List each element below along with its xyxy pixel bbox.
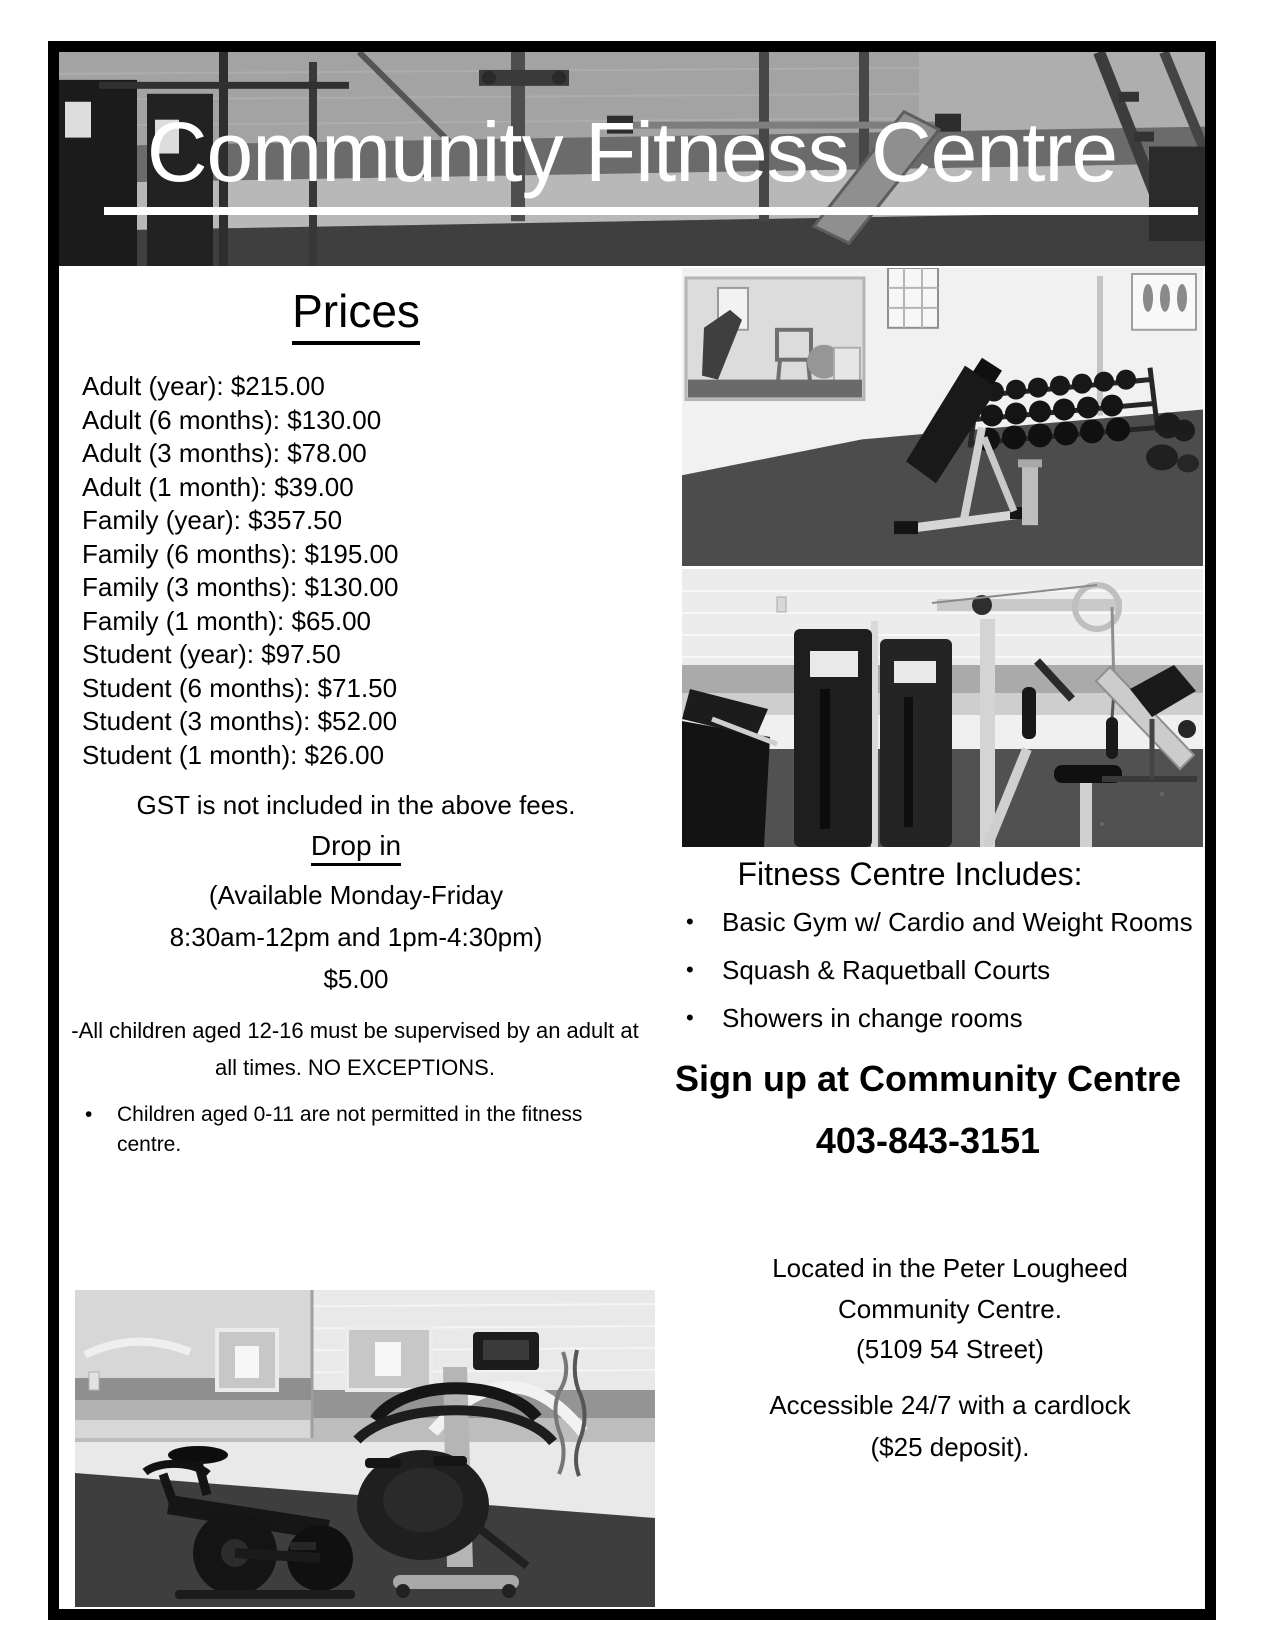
location-text bbox=[690, 1248, 1210, 1370]
page-title: Community Fitness Centre bbox=[146, 105, 1118, 199]
location-line: (5109 54 Street) bbox=[856, 1334, 1044, 1364]
price-item: Adult (6 months): $130.00 bbox=[82, 404, 382, 435]
price-list bbox=[82, 370, 398, 772]
weight-machines-photo bbox=[682, 569, 1203, 847]
includes-list bbox=[686, 898, 1193, 1042]
price-item: Adult (year): $215.00 bbox=[82, 371, 325, 401]
bullet-icon: • bbox=[686, 909, 694, 934]
price-item: Family (year): $357.50 bbox=[82, 505, 343, 535]
includes-item-label: Basic Gym w/ Cardio and Weight Rooms bbox=[722, 906, 1193, 937]
dropin-heading: Drop in bbox=[75, 830, 637, 862]
gst-note: GST is not included in the above fees. bbox=[136, 790, 576, 820]
includes-item-label: Squash & Raquetball Courts bbox=[722, 954, 1051, 985]
weight-room-bench-and-dumbbells-photo bbox=[682, 268, 1203, 566]
bullet-icon: • bbox=[686, 957, 694, 982]
supervision-note-line2: all times. NO EXCEPTIONS. bbox=[215, 1055, 495, 1080]
weight-stack-machines-photo bbox=[682, 569, 1203, 847]
bullet-icon: • bbox=[85, 1103, 93, 1126]
dropin-availability-line2: 8:30am-12pm and 1pm-4:30pm) bbox=[169, 922, 543, 952]
includes-item bbox=[686, 898, 1193, 946]
price-item: Student (year): $97.50 bbox=[82, 639, 341, 669]
bullet-icon: • bbox=[686, 1005, 694, 1030]
dropin-availability-line1: (Available Monday-Friday bbox=[208, 880, 504, 910]
price-item: Student (1 month): $26.00 bbox=[82, 739, 385, 770]
access-text bbox=[690, 1384, 1210, 1468]
prices-heading: Prices bbox=[75, 284, 637, 338]
location-line: Community Centre. bbox=[838, 1293, 1062, 1324]
dropin-price: $5.00 bbox=[323, 964, 389, 994]
children-note-text: Children aged 0-11 are not permitted in the fitness centre. bbox=[117, 1103, 583, 1156]
title-underline bbox=[104, 207, 1198, 215]
price-item: Family (1 month): $65.00 bbox=[82, 605, 372, 636]
weight-room-photo bbox=[682, 268, 1203, 566]
spin-bike-and-elliptical-photo bbox=[75, 1290, 655, 1607]
includes-heading: Fitness Centre Includes: bbox=[737, 856, 1083, 892]
cardio-room-photo bbox=[75, 1290, 655, 1607]
includes-item-label: Showers in change rooms bbox=[722, 1002, 1023, 1033]
price-item: Family (6 months): $195.00 bbox=[82, 538, 399, 569]
children-note bbox=[85, 1100, 630, 1160]
includes-item bbox=[686, 946, 1193, 994]
access-line: Accessible 24/7 with a cardlock bbox=[769, 1390, 1131, 1420]
location-line: Located in the Peter Lougheed bbox=[772, 1253, 1128, 1283]
price-item: Adult (3 months): $78.00 bbox=[82, 438, 367, 468]
price-item: Family (3 months): $130.00 bbox=[82, 572, 399, 602]
price-item: Student (3 months): $52.00 bbox=[82, 706, 398, 736]
supervision-note-line1: -All children aged 12-16 must be supervised by an adult at bbox=[71, 1018, 639, 1043]
access-line: ($25 deposit). bbox=[870, 1432, 1030, 1462]
signup-heading: Sign up at Community Centre bbox=[674, 1058, 1182, 1099]
signup-phone: 403-843-3151 bbox=[815, 1120, 1041, 1161]
includes-item bbox=[686, 994, 1193, 1042]
price-item: Student (6 months): $71.50 bbox=[82, 672, 398, 703]
price-item: Adult (1 month): $39.00 bbox=[82, 471, 354, 502]
